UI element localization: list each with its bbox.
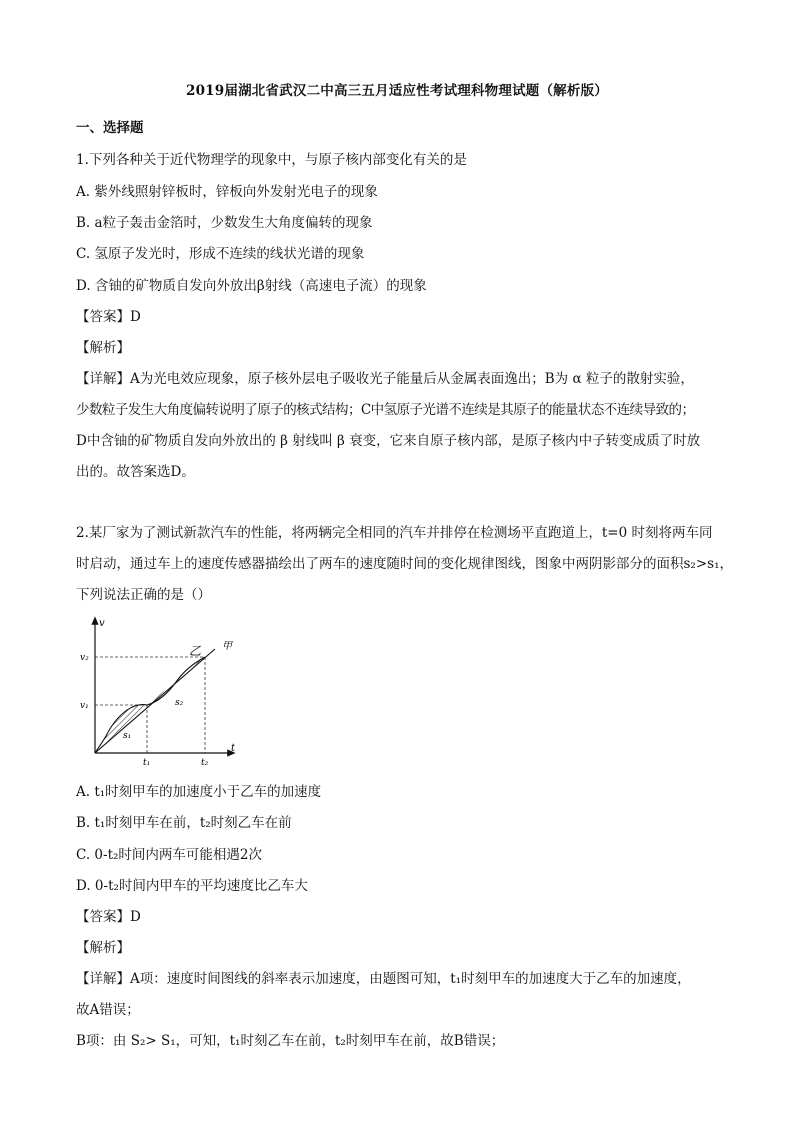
q2-answer: 【答案】D bbox=[76, 909, 141, 925]
q1-stem: 1.下列各种关于近代物理学的现象中，与原子核内部变化有关的是 bbox=[76, 152, 467, 168]
q2-stem-line: 下列说法正确的是（） bbox=[76, 587, 211, 603]
q1-option-d: D. 含铀的矿物质自发向外放出β射线（高速电子流）的现象 bbox=[76, 278, 427, 294]
q1-answer: 【答案】D bbox=[76, 309, 141, 325]
q1-option-b: B. a粒子轰击金箔时，少数发生大角度偏转的现象 bbox=[76, 215, 373, 231]
page-title: 2019届湖北省武汉二中高三五月适应性考试理科物理试题（解析版） bbox=[186, 83, 608, 99]
q1-detail-line: 【详解】A为光电效应现象，原子核外层电子吸收光子能量后从金属表面逸出；B为 α 粒子的散射实验， bbox=[76, 371, 694, 387]
t1-label: t₁ bbox=[143, 758, 151, 768]
q1-detail-line: 出的。故答案选D。 bbox=[76, 464, 195, 480]
q2-stem-line: 2.某厂家为了测试新款汽车的性能，将两辆完全相同的汽车并排停在检测场平直跑道上，t=0 时刻将两车同 bbox=[76, 525, 713, 541]
q2-stem-line: 时启动，通过车上的速度传感器描绘出了两车的速度随时间的变化规律图线，图象中两阴影部分的面积s₂>s₁， bbox=[76, 556, 733, 572]
q2-option-d: D. 0-t₂时间内甲车的平均速度比乙车大 bbox=[76, 878, 308, 894]
q1-option-a: A. 紫外线照射锌板时，锌板向外发射光电子的现象 bbox=[76, 184, 378, 200]
jia-label: 甲 bbox=[222, 641, 232, 652]
q2-analysis-label: 【解析】 bbox=[76, 940, 130, 956]
yi-label: 乙 bbox=[189, 644, 202, 658]
s2-label: s₂ bbox=[175, 698, 184, 708]
velocity-time-graph bbox=[80, 612, 254, 774]
q1-analysis-label: 【解析】 bbox=[76, 340, 130, 356]
t-axis-label: t bbox=[231, 743, 236, 754]
t2-label: t₂ bbox=[201, 758, 209, 768]
q1-option-c: C. 氢原子发光时，形成不连续的线状光谱的现象 bbox=[76, 246, 365, 262]
q2-option-c: C. 0-t₂时间内两车可能相遇2次 bbox=[76, 847, 263, 863]
s1-label: s₁ bbox=[123, 731, 132, 741]
jia-line bbox=[95, 649, 215, 753]
v2-label: v₂ bbox=[80, 653, 89, 663]
q2-detail-line: 【详解】A项：速度时间图线的斜率表示加速度，由题图可知，t₁时刻甲车的加速度大于乙车的加速度， bbox=[76, 971, 691, 987]
q2-detail-line: B项：由 S₂> S₁，可知，t₁时刻乙车在前，t₂时刻甲车在前，故B错误； bbox=[76, 1033, 505, 1049]
v1-label: v₁ bbox=[80, 701, 89, 711]
q1-detail-line: D中含铀的矿物质自发向外放出的 β 射线叫 β 衰变，它来自原子核内部，是原子核内中子转变成质了时放 bbox=[76, 433, 701, 449]
q1-detail-line: 少数粒子发生大角度偏转说明了原子的核式结构；C中氢原子光谱不连续是其原子的能量状态不连续导致的； bbox=[76, 402, 695, 418]
q2-detail-line: 故A错误； bbox=[76, 1002, 140, 1018]
section-heading: 一、选择题 bbox=[76, 120, 144, 136]
q2-option-a: A. t₁时刻甲车的加速度小于乙车的加速度 bbox=[76, 784, 322, 800]
q2-option-b: B. t₁时刻甲车在前，t₂时刻乙车在前 bbox=[76, 815, 292, 831]
v-axis-label: v bbox=[99, 618, 105, 629]
